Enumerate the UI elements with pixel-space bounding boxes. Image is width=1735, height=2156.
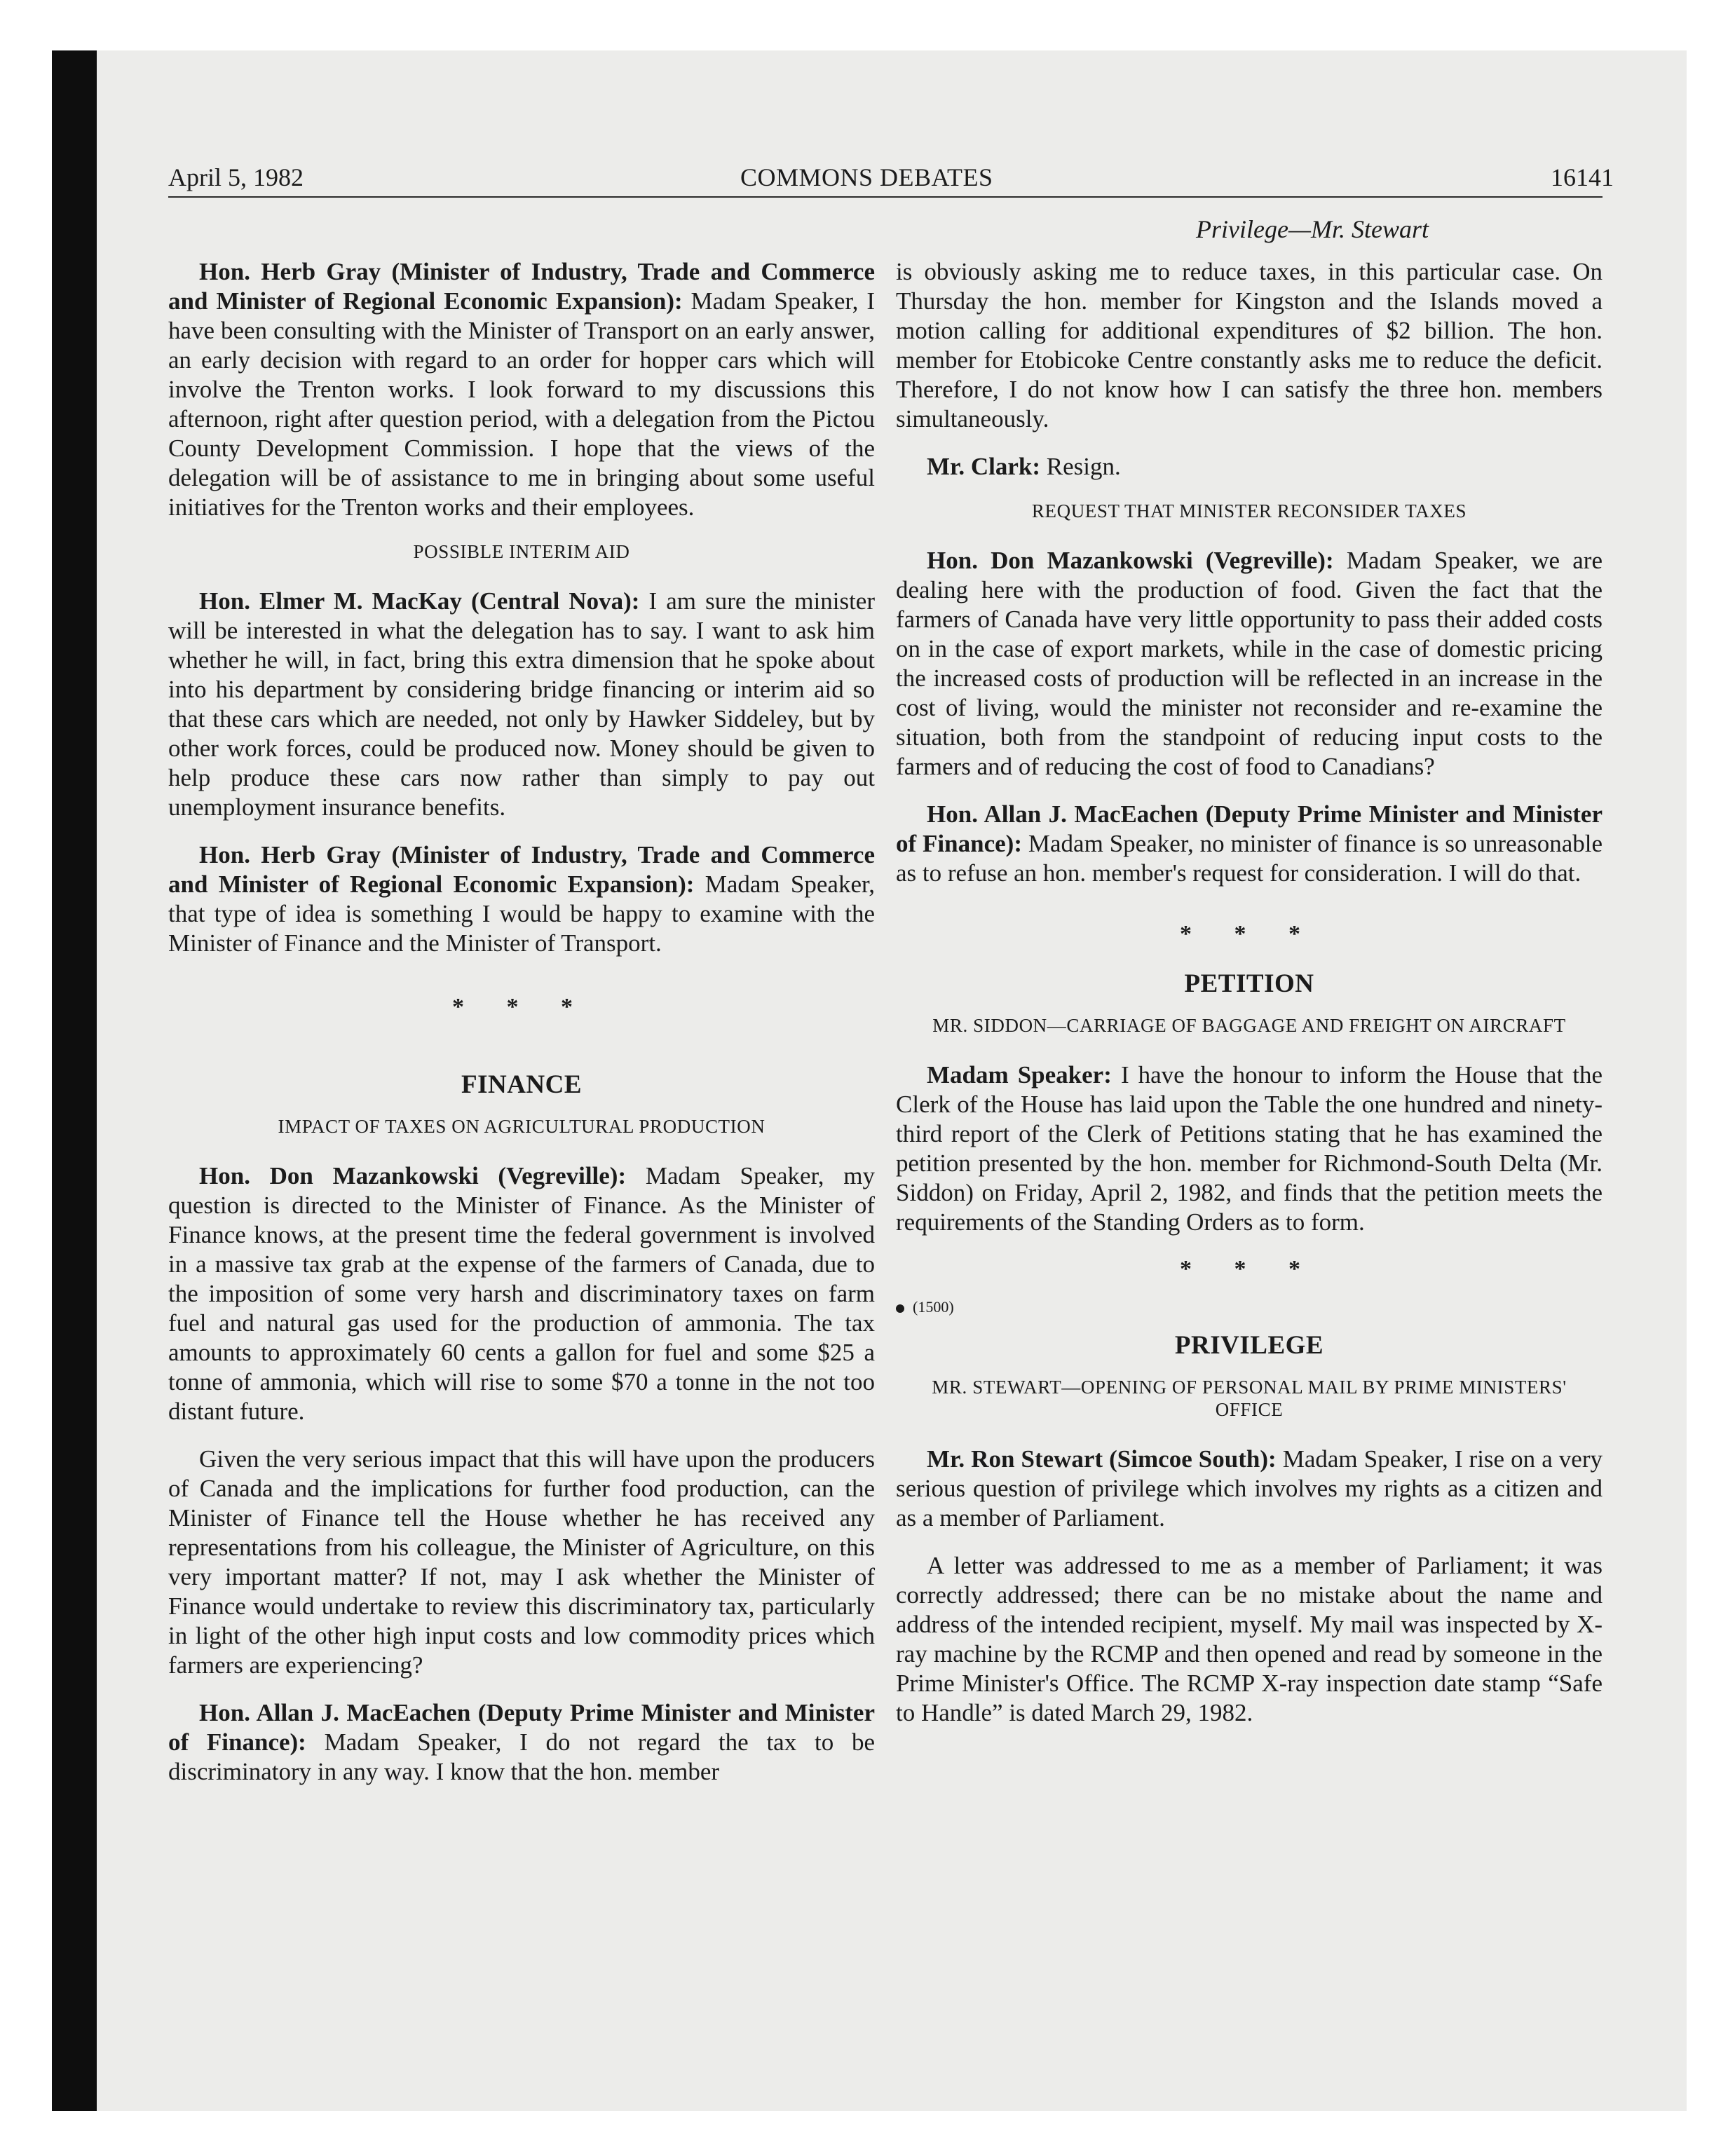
running-head: Privilege—Mr. Stewart: [1196, 215, 1429, 243]
speaker-name: Hon. Allan J. MacEachen (Deputy Prime Minister and Minister of Finance):: [896, 800, 1603, 857]
section-heading: FINANCE: [461, 1070, 583, 1099]
left-column: [168, 257, 875, 1805]
paragraph: [896, 452, 1603, 482]
header-rule: [168, 196, 1603, 198]
paragraph: [168, 257, 875, 522]
speaker-name: Hon. Allan J. MacEachen (Deputy Prime Minister and Minister of Finance):: [168, 1699, 875, 1756]
speaker-name: Hon. Don Mazankowski (Vegreville):: [927, 547, 1334, 574]
paragraph-text: Madam Speaker, I have been consulting with the Minister of Transport on an early answer, an early decision with regard to an order for hopper cars which will involve the Trenton works. I look forward to my discussions this afternoon, right after question period, with a delegation from the Pictou County Development Commission. I hope that the views of the delegation will be of assistance to me in bringing about some useful initiatives for the Trenton works and their employees.: [168, 287, 875, 521]
right-column: [896, 257, 1603, 1746]
paragraph: [168, 1698, 875, 1787]
paragraph: [896, 546, 1603, 782]
bullet-icon: [896, 1304, 904, 1313]
speaker-name: Hon. Herb Gray (Minister of Industry, Trade and Commerce and Minister of Regional Economic Expansion):: [168, 841, 875, 898]
section-heading: PRIVILEGE: [1174, 1331, 1324, 1360]
paragraph-text: Madam Speaker, no minister of finance is so unreasonable as to refuse an hon. member's request for consideration. I will do that.: [896, 830, 1603, 887]
paragraph: Given the very serious impact that this will have upon the producers of Canada and the implications for further food production, can the Minister of Finance tell the House whether he has received any representations from his colleague, the Minister of Agriculture, on this very important matter? If not, may I ask whether the Minister of Finance would undertake to review this discriminatory tax, particularly in light of the other high input costs and low commodity prices which farmers are experiencing?: [168, 1445, 875, 1679]
paragraph-text: I am sure the minister will be interested in what the delegation has to say. I want to ask him whether he will, in fact, bring this extra dimension that he spoke about into his department by considering bridge financing or interim aid so that these cars which are needed, not only by Hawker Siddeley, but by other work forces, could be produced now. Money should be given to help produce these cars now rather than simply to pay out unemployment insurance benefits.: [168, 587, 875, 821]
speaker-name: Hon. Elmer M. MacKay (Central Nova):: [199, 587, 640, 615]
paragraph: [896, 1060, 1603, 1237]
subheading: REQUEST THAT MINISTER RECONSIDER TAXES: [1031, 500, 1467, 521]
paragraph: [168, 587, 875, 822]
paragraph: [168, 840, 875, 958]
paragraph: [896, 800, 1603, 888]
paragraph: A letter was addressed to me as a member of Parliament; it was correctly addressed; there can be no mistake about the name and address of the intended recipient, myself. My mail was inspected by X-ray machine by the RCMP and then opened and read by someone in the Prime Minister's Office. The RCMP X-ray inspection date stamp “Safe to Handle” is dated March 29, 1982.: [896, 1552, 1603, 1726]
section-heading: PETITION: [1184, 969, 1314, 998]
paragraph: is obviously asking me to reduce taxes, in this particular case. On Thursday the hon. member for Kingston and the Islands moved a motion calling for additional expenditures of $2 billion. The hon. member for Etobicoke Centre constantly asks me to reduce the deficit. Therefore, I do not know how I can satisfy the three hon. members simultaneously.: [896, 258, 1603, 432]
speaker-name: Hon. Don Mazankowski (Vegreville):: [199, 1162, 627, 1189]
paragraph-text: Madam Speaker, my question is directed to the Minister of Finance. As the Minister of Finance knows, at the present time the federal government is involved in a massive tax grab at the expense of the farmers of Canada, due to the imposition of some very harsh and discriminatory taxes on farm fuel and natural gas used for the production of ammonia. The tax amounts to approximately 60 cents a gallon for fuel and some $25 a tonne of ammonia, which will rise to some $70 a tonne in the not too distant future.: [168, 1162, 875, 1425]
subheading: POSSIBLE INTERIM AID: [413, 541, 630, 562]
header-date: April 5, 1982: [168, 163, 304, 191]
paragraph: [168, 1161, 875, 1426]
speaker-name: Madam Speaker:: [927, 1061, 1112, 1089]
speaker-name: Mr. Ron Stewart (Simcoe South):: [927, 1445, 1277, 1473]
paragraph-text: Madam Speaker, I rise on a very serious question of privilege which involves my rights as a citizen and as a member of Parliament.: [896, 1445, 1603, 1531]
paragraph-text: Madam Speaker, that type of idea is something I would be happy to examine with the Minister of Finance and the Minister of Transport.: [168, 871, 875, 957]
subheading: MR. SIDDON—CARRIAGE OF BAGGAGE AND FREIGHT ON AIRCRAFT: [932, 1015, 1566, 1036]
speaker-name: Mr. Clark:: [927, 453, 1041, 480]
header-title: COMMONS DEBATES: [740, 163, 993, 191]
speaker-name: Hon. Herb Gray (Minister of Industry, Trade and Commerce and Minister of Regional Economic Expansion):: [168, 258, 875, 315]
header-page-number: 16141: [1551, 163, 1614, 191]
section-separator: * * *: [1180, 1256, 1319, 1282]
time-marker: [896, 1293, 1603, 1321]
paragraph-text: Madam Speaker, I do not regard the tax to be discriminatory in any way. I know that the hon. member: [168, 1728, 875, 1785]
paragraph-text: I have the honour to inform the House that the Clerk of the House has laid upon the Table the one hundred and ninety-third report of the Clerk of Petitions stating that he has examined the petition presented by the hon. member for Richmond-South Delta (Mr. Siddon) on Friday, April 2, 1982, and finds that the petition meets the requirements of the Standing Orders as to form.: [896, 1061, 1603, 1236]
subheading: MR. STEWART—OPENING OF PERSONAL MAIL BY PRIME MINISTERS' OFFICE: [932, 1377, 1567, 1420]
section-separator: * * *: [452, 994, 591, 1020]
paragraph: [896, 1445, 1603, 1533]
paragraph-text: Resign.: [1046, 453, 1121, 480]
subheading: IMPACT OF TAXES ON AGRICULTURAL PRODUCTION: [278, 1116, 766, 1137]
time-label: (1500): [913, 1298, 954, 1316]
paragraph-text: Madam Speaker, we are dealing here with the production of food. Given the fact that the farmers of Canada have very little opportunity to pass their added costs on in the case of export markets, while in the case of domestic pricing the increased costs of production will be reflected in an increase in the cost of living, would the minister not reconsider and re-examine the situation, both from the standpoint of reducing input costs to the farmers and of reducing the cost of food to Canadians?: [896, 547, 1603, 780]
section-separator: * * *: [1180, 921, 1319, 947]
